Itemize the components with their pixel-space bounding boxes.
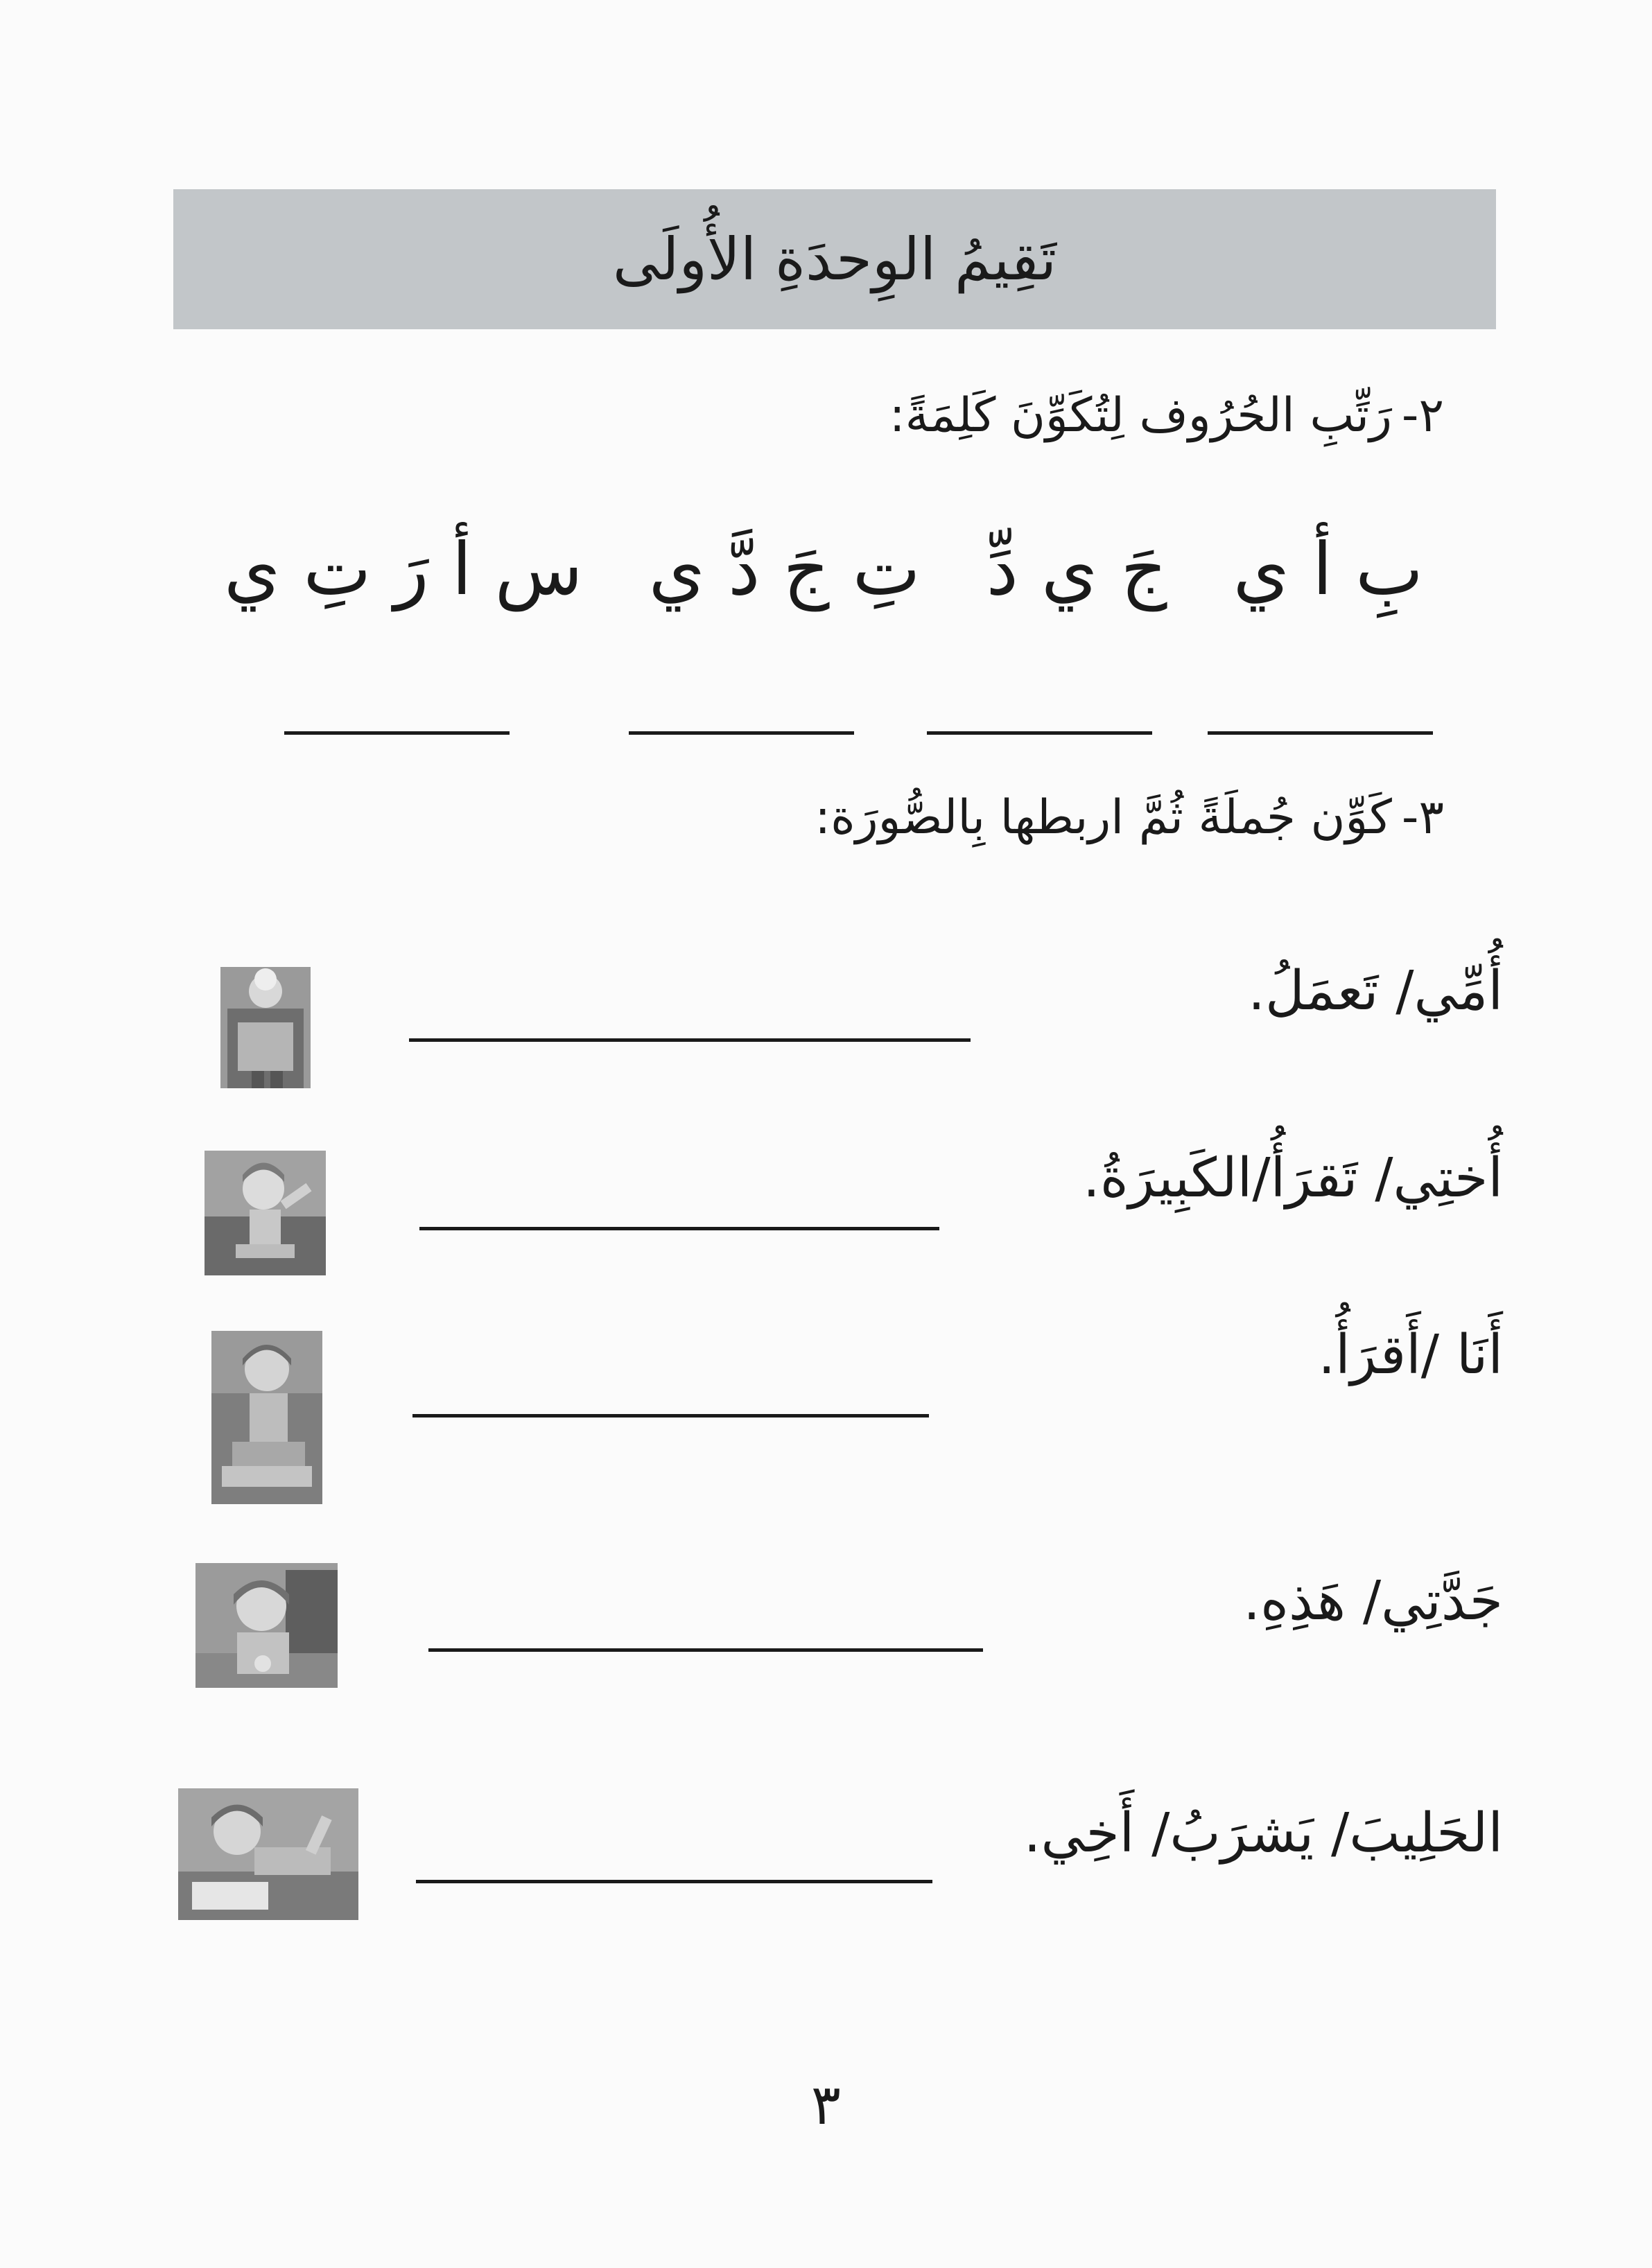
sentence-4-answer-line[interactable] xyxy=(428,1648,983,1652)
woman-knitting-illustration xyxy=(195,1563,338,1688)
answer-blank-1[interactable] xyxy=(1208,731,1433,735)
q2-letter-groups xyxy=(224,527,1423,611)
q2-heading xyxy=(889,388,1444,443)
letter-group-2: جَ ي دِّ xyxy=(986,527,1167,611)
letter-group-3: تِ جَ دَّ ي xyxy=(648,527,921,611)
unit-title-banner xyxy=(173,189,1496,329)
letter-group-4: س أ رَ تِ ي xyxy=(224,527,583,611)
sentence-2: أُختِي/ تَقرَأُ/الكَبِيرَةُ. xyxy=(1083,1147,1503,1210)
letter-group-1: بِ أ ي xyxy=(1233,527,1423,611)
q2-instruction: رَتِّبِ الحُرُوف لِتُكَوِّنَ كَلِمَةً: xyxy=(889,388,1392,443)
sentence-5-answer-line[interactable] xyxy=(416,1880,932,1883)
girl-lying-illustration xyxy=(178,1788,358,1920)
girl-sofa-illustration xyxy=(205,1151,326,1275)
q3-number: ٣- xyxy=(1401,790,1444,845)
answer-blank-2[interactable] xyxy=(927,731,1152,735)
girl-reading-illustration xyxy=(211,1331,322,1504)
answer-blank-3[interactable] xyxy=(629,731,854,735)
sentence-1-answer-line[interactable] xyxy=(409,1038,971,1042)
sentence-1: أُمِّي/ تَعمَلُ. xyxy=(1248,960,1503,1022)
q2-number: ٢- xyxy=(1401,388,1444,443)
sentence-4: جَدَّتِي/ هَذِهِ. xyxy=(1243,1570,1503,1632)
unit-title: تَقِيمُ الوِحدَةِ الأُولَى xyxy=(612,225,1057,293)
sentence-2-answer-line[interactable] xyxy=(419,1227,939,1230)
sentence-5: الحَلِيبَ/ يَشرَبُ/ أَخِي. xyxy=(1023,1802,1503,1865)
picture-girl-sitting-reading[interactable] xyxy=(211,1331,322,1504)
picture-woman-knitting[interactable] xyxy=(195,1563,338,1688)
picture-girl-lying-reading[interactable] xyxy=(178,1788,358,1920)
sentence-3: أَنَا /أَقرَأُ. xyxy=(1318,1324,1503,1386)
picture-grandmother-in-armchair[interactable] xyxy=(220,967,311,1088)
sentence-3-answer-line[interactable] xyxy=(412,1414,929,1418)
answer-blank-4[interactable] xyxy=(284,731,510,735)
picture-girl-on-sofa-waving[interactable] xyxy=(205,1151,326,1275)
page-number: ٣ xyxy=(811,2073,841,2137)
q3-heading xyxy=(815,790,1444,845)
q3-instruction: كَوِّن جُملَةً ثُمَّ اربطها بِالصُّورَة: xyxy=(815,790,1392,845)
grandmother-illustration xyxy=(220,967,311,1088)
